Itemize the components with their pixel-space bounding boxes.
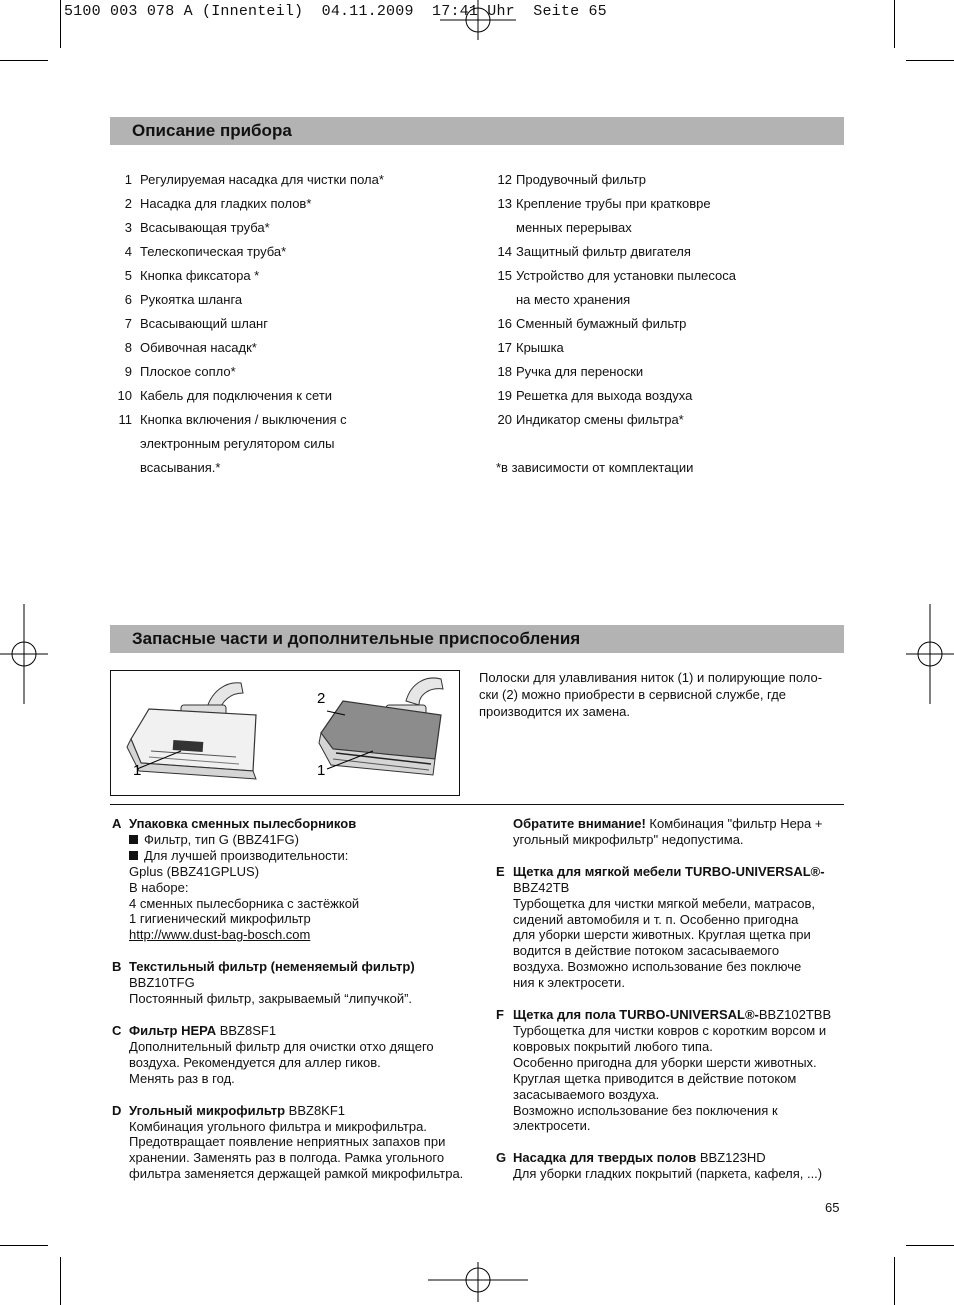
- spare-parts-intro: Полоски для улавливания ниток (1) и полирующие поло- ски (2) можно приобрести в сервисной службе, где производится их замена.: [479, 670, 823, 719]
- nozzle-figure: [110, 670, 460, 796]
- entry-d: D Угольный микрофильтр BBZ8KF1 Комбинация угольного фильтра и микрофильтра. Предотвращает появление неприятных запахов при хранении. Заменять раз в полгода. Рамка угольного фильтра заменяется держащей рамкой микрофильтра.: [112, 1102, 464, 1182]
- list-item: 13 Крепление трубы при кратковре: [497, 196, 711, 211]
- footnote: *в зависимости от комплектации: [496, 460, 694, 475]
- section-title: Запасные части и дополнительные приспособления: [132, 629, 581, 648]
- crop-mark: [0, 60, 48, 61]
- page-number: 65: [825, 1200, 840, 1215]
- accessories-left-column: [112, 816, 492, 1198]
- section-header-device-description: [110, 117, 844, 145]
- note: Обратите внимание! Комбинация "фильтр Нера + угольный микрофильтр" недопустима.: [513, 816, 823, 847]
- dust-bag-link[interactable]: http://www.dust-bag-bosch.com: [129, 927, 311, 943]
- list-item-continuation: всасывания.*: [140, 460, 221, 475]
- entry-f: F Щетка для пола TURBO-UNIVERSAL®-BBZ102TBB Турбощетка для чистки ковров с коротким ворсом и ковровых покрытий любого типа. Особенно пригодна для уборки шерсти животных. Круглая щетка приводится в действие потоком засасываемого воздуха. Возможно использование без поключения к электросети.: [496, 1007, 832, 1134]
- list-item: 4 Телескопическая труба*: [124, 244, 287, 259]
- left-nozzle-icon: [127, 683, 256, 779]
- entry-e: E Щетка для мягкой мебели TURBO-UNIVERSAL®- BBZ42TB Турбощетка для чистки мягкой мебели, матрасов, сидений автомобиля и т. п. Особенно пригодна для уборки шерсти животных. Круглая щетка при водится в действие потоком засасываемого воздуха. Возможно использование без поключе ния к электросети.: [496, 863, 825, 991]
- section-header-spare-parts: [110, 625, 844, 653]
- list-item: 6 Рукоятка шланга: [124, 292, 243, 307]
- crop-mark: [894, 0, 895, 48]
- crop-mark: [0, 1245, 48, 1246]
- list-item: 10 Кабель для подключения к сети: [117, 388, 333, 403]
- list-item: 5 Кнопка фиксатора *: [124, 268, 260, 283]
- parts-list-right: [490, 168, 844, 480]
- bullet-square-icon: [129, 851, 138, 860]
- list-item: 16 Сменный бумажный фильтр: [497, 316, 687, 331]
- list-item: 20 Индикатор смены фильтра*: [497, 412, 684, 427]
- print-header: 5100 003 078 A (Innenteil) 04.11.2009 17:41 Uhr Seite 65: [64, 3, 607, 20]
- floor-nozzle-illustration-icon: [111, 671, 459, 795]
- registration-mark-left-icon: [0, 604, 48, 704]
- registration-mark-bottom-icon: [428, 1262, 528, 1302]
- crop-mark: [894, 1257, 895, 1305]
- list-item: 12 Продувочный фильтр: [497, 172, 646, 187]
- figure-label: 1: [317, 762, 326, 779]
- list-item-continuation: менных перерывах: [516, 220, 632, 235]
- list-item-continuation: на место хранения: [516, 292, 631, 307]
- right-nozzle-icon: [319, 678, 443, 775]
- figure-label: 1: [133, 762, 142, 779]
- list-item: 15 Устройство для установки пылесоса: [497, 268, 737, 283]
- list-spacer: [490, 432, 844, 456]
- list-item: 19 Решетка для выхода воздуха: [497, 388, 693, 403]
- parts-list-left: [110, 168, 480, 480]
- list-item: 7 Всасывающий шланг: [124, 316, 268, 331]
- registration-mark-right-icon: [906, 604, 954, 704]
- crop-mark: [906, 60, 954, 61]
- list-item: 1 Регулируемая насадка для чистки пола*: [124, 172, 384, 187]
- divider: [110, 804, 844, 805]
- section-title: Описание прибора: [132, 121, 292, 140]
- list-item: 14 Защитный фильтр двигателя: [497, 244, 691, 259]
- list-item: 17 Крышка: [497, 340, 564, 355]
- crop-mark: [60, 1257, 61, 1305]
- list-item-continuation: электронным регулятором силы: [140, 436, 335, 451]
- list-item: 9 Плоское сопло*: [124, 364, 236, 379]
- list-item: 2 Насадка для гладких полов*: [124, 196, 312, 211]
- crop-mark: [906, 1245, 954, 1246]
- list-item: 11 Кнопка включения / выключения с: [118, 412, 347, 427]
- entry-a: A Упаковка сменных пылесборников Фильтр, тип G (BBZ41FG) Для лучшей производительности: Gplus (BBZ41GPLUS) В наборе: 4 сменных пылесборника с застёжкой 1 гигиенический микрофильтр http://www.dust-bag-bosch.com: [112, 816, 492, 943]
- entry-b: B Текстильный фильтр (неменяемый фильтр) BBZ10TFG Постоянный фильтр, закрываемый “липучкой”.: [112, 959, 415, 1007]
- list-item: 8 Обивочная насадк*: [124, 340, 257, 355]
- crop-mark: [60, 0, 61, 48]
- entry-g: G Насадка для твердых полов BBZ123HD Для уборки гладких покрытий (паркета, кафеля, ...): [496, 1150, 823, 1182]
- list-item: 3 Всасывающая труба*: [124, 220, 270, 235]
- bullet-square-icon: [129, 835, 138, 844]
- accessories-right-column: [496, 816, 844, 1198]
- entry-c: C Фильтр НЕРА BBZ8SF1 Дополнительный фильтр для очистки отхо дящего воздуха. Рекомендуется для аллер гиков. Менять раз в год.: [112, 1022, 434, 1086]
- registration-mark-top-icon: [440, 0, 516, 40]
- figure-label: 2: [317, 690, 326, 707]
- list-item: 18 Ручка для переноски: [497, 364, 644, 379]
